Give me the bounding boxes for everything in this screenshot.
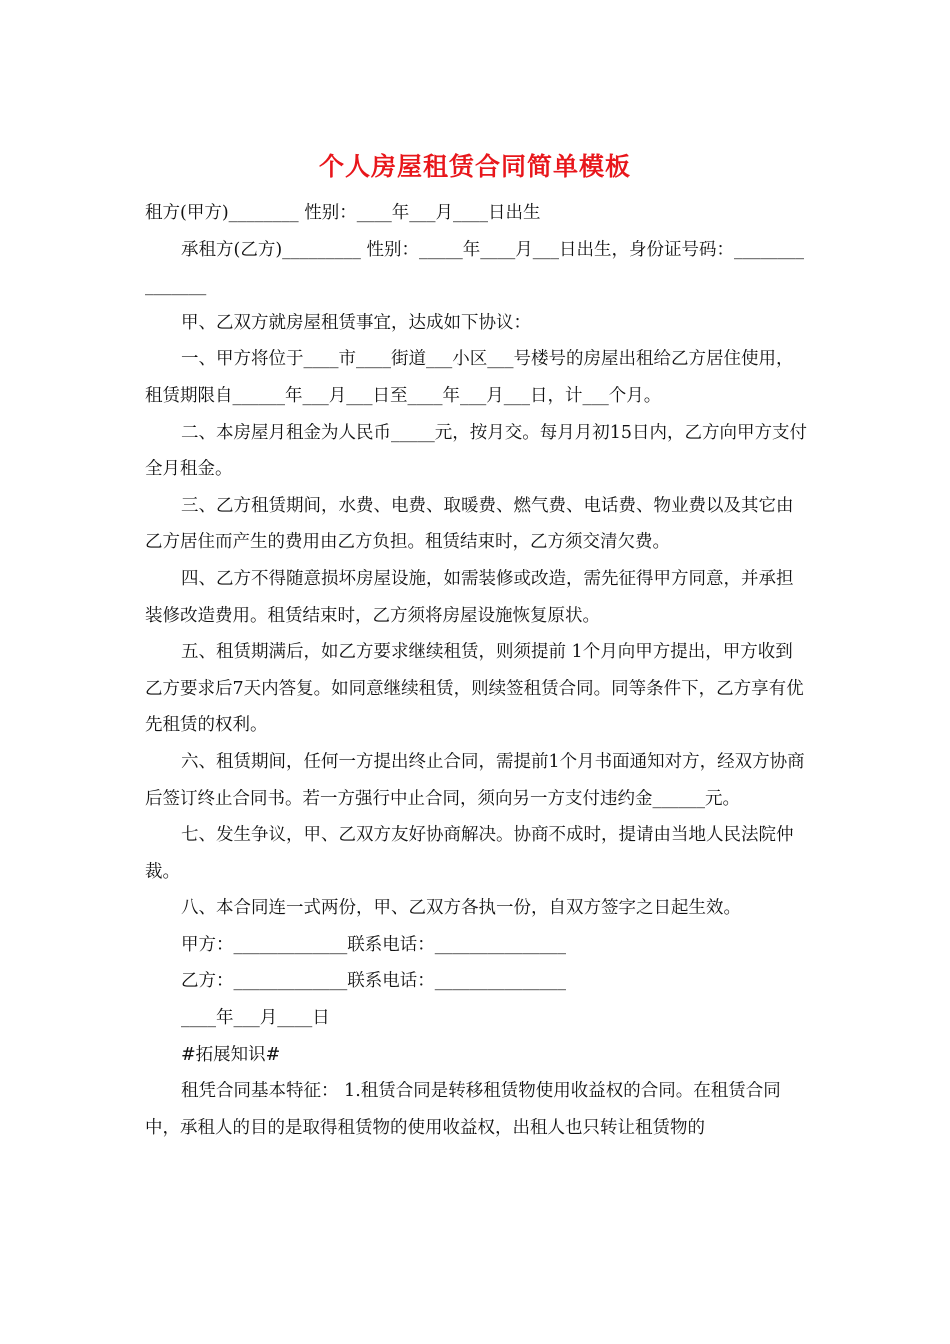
body-paragraph: 二、本房屋月租金为人民币_____元，按月交。每月月初15日内，乙方向甲方支付全月租金。: [145, 422, 808, 480]
body-paragraph: 租凭合同基本特征： 1.租赁合同是转移租赁物使用收益权的合同。在租赁合同中，承租人的目的是取得租赁物的使用收益权，出租人也只转让租赁物的: [145, 1081, 781, 1138]
body-paragraph: 七、发生争议，甲、乙双方友好协商解决。协商不成时，提请由当地人民法院仲裁。: [145, 825, 794, 882]
body-paragraph: 乙方：_____________联系电话：_______________: [181, 971, 566, 992]
document-body: [145, 195, 810, 1146]
body-paragraph: 承租方(乙方)_________ 性别：_____年____月___日出生，身份证号码：_______________: [145, 239, 804, 297]
body-paragraph: 六、租赁期间，任何一方提出终止合同，需提前1个月书面通知对方，经双方协商后签订终止合同书。若一方强行中止合同，须向另一方支付违约金______元。: [145, 751, 805, 809]
body-paragraph: 五、租赁期满后，如乙方要求继续租赁，则须提前 1个月向甲方提出，甲方收到乙方要求后7天内答复。如同意继续租赁，则续签租赁合同。同等条件下，乙方享有优先租赁的权利。: [145, 642, 804, 736]
body-paragraph: #拓展知识#: [181, 1044, 281, 1065]
body-paragraph: 八、本合同连一式两份，甲、乙双方各执一份，自双方签字之日起生效。: [181, 898, 741, 919]
body-paragraph: 一、甲方将位于____市____街道___小区___号楼号的房屋出租给乙方居住使用，租赁期限自______年___月___日至____年___月___日，计___个月。: [145, 349, 794, 406]
body-paragraph: 甲、乙双方就房屋租赁事宜，达成如下协议：: [181, 312, 531, 333]
body-paragraph: 四、乙方不得随意损坏房屋设施，如需装修或改造，需先征得甲方同意，并承担装修改造费用。租赁结束时，乙方须将房屋设施恢复原状。: [145, 568, 794, 626]
body-paragraph: ____年___月____日: [181, 1008, 330, 1029]
body-paragraph: 三、乙方租赁期间，水费、电费、取暖费、燃气费、电话费、物业费以及其它由乙方居住而产生的费用由乙方负担。租赁结束时，乙方须交清欠费。: [145, 495, 794, 553]
document-title: 个人房屋租赁合同简单模板: [318, 152, 631, 181]
body-paragraph: 甲方：_____________联系电话：_______________: [181, 934, 566, 955]
body-paragraph: 租方(甲方)________ 性别：____年___月____日出生: [145, 203, 541, 223]
